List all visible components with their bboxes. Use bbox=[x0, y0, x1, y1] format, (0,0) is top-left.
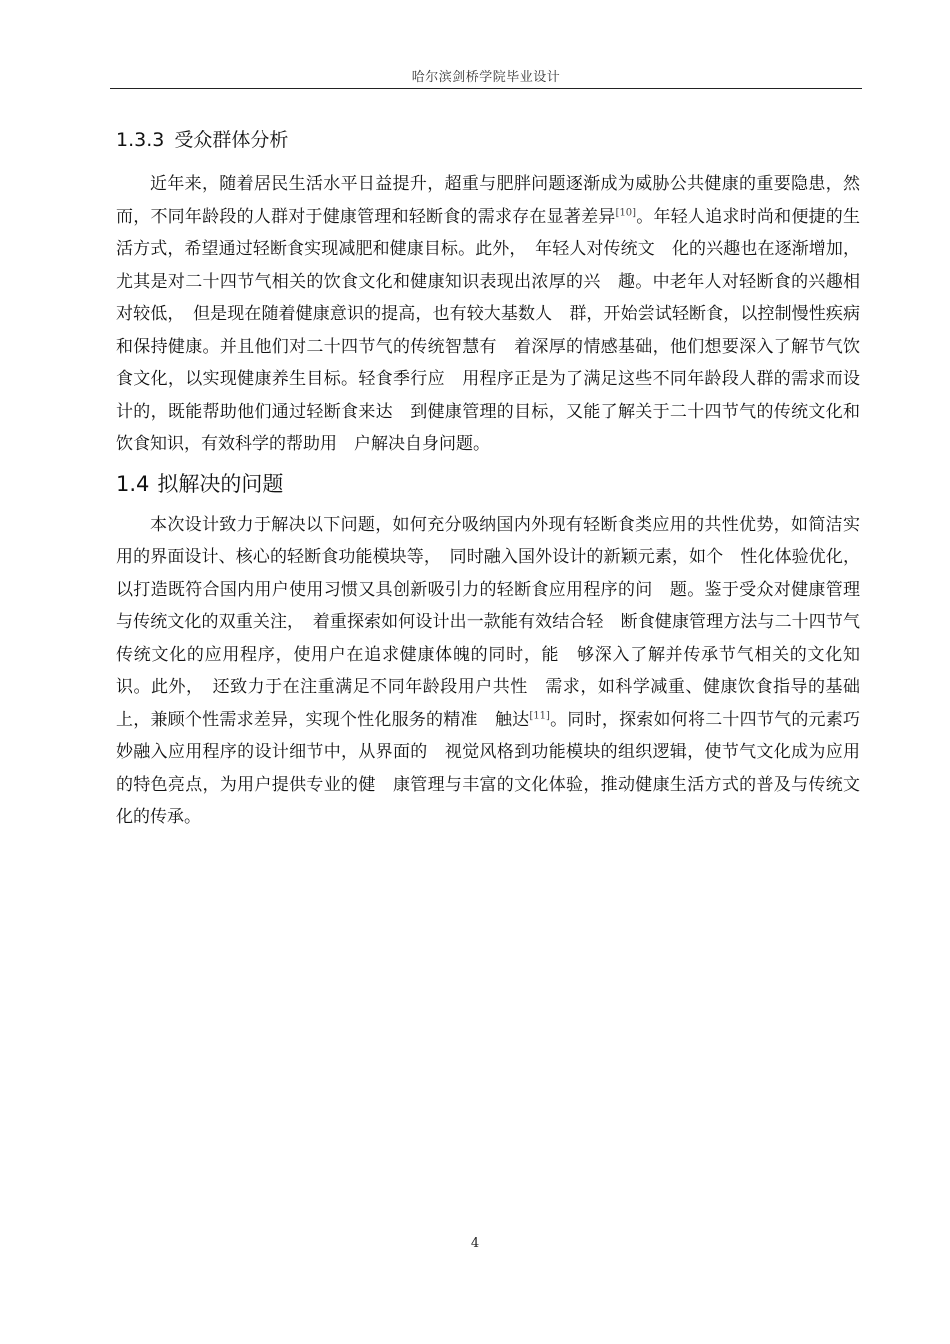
section-title: 受众群体分析 bbox=[174, 129, 289, 151]
paragraph-problems-to-solve bbox=[116, 509, 860, 834]
section-heading-1-4 bbox=[116, 467, 860, 501]
citation-marker: [11] bbox=[529, 709, 550, 721]
section-number: 1.3.3 bbox=[116, 129, 165, 151]
page-number: 4 bbox=[470, 1236, 480, 1251]
paragraph-text: 。年轻人追求时尚和便捷的生活方式，希望通过轻断食实现减肥和健康目标。此外， 年轻人对传统文 化的兴趣也在逐渐增加，尤其是对二十四节气相关的饮食文化和健康知识表现出浓厚的兴 趣。中老年人对轻断食的兴趣相对较低， 但是现在随着健康意识的提高，也有较大基数人 群，开始尝试轻断食，以控制慢性疾病和保持健康。并且他们对二十四节气的传统智慧有 着深厚的情感基础，他们想要深入了解节气饮食文化，以实现健康养生目标。轻食季行应 用程序正是为了满足这些不同年龄段人群的需求而设计的，既能帮助他们通过轻断食来达 到健康管理的目标，又能了解关于二十四节气的传统文化和饮食知识，有效科学的帮助用 户解决自身问题。 bbox=[116, 206, 861, 454]
section-heading-1-3-3 bbox=[116, 124, 860, 156]
paragraph-text: 本次设计致力于解决以下问题，如何充分吸纳国内外现有轻断食类应用的共性优势，如简洁实用的界面设计、核心的轻断食功能模块等， 同时融入国外设计的新颖元素，如个 性化体验优化，以打造既符合国内用户使用习惯又具创新吸引力的轻断食应用程序的问 题。鉴于受众对健康管理与传统文化的双重关注， 着重探索如何设计出一款能有效结合轻 断食健康管理方法与二十四节气传统文化的应用程序，使用户在追求健康体魄的同时，能 够深入了解并传承节气相关的文化知识。此外， 还致力于在注重满足不同年龄段用户共性 需求，如科学减重、健康饮食指导的基础上，兼顾个性需求差异，实现个性化服务的精准 触达 bbox=[116, 514, 860, 730]
section-number: 1.4 bbox=[116, 471, 150, 496]
paragraph-audience-analysis bbox=[116, 168, 860, 461]
paragraph-text: 。同时，探索如何将二十四节气的元素巧妙融入应用程序的设计细节中，从界面的 视觉风格到功能模块的组织逻辑，使节气文化成为应用的特色亮点，为用户提供专业的健 康管理与丰富的文化体验，推动健康生活方式的普及与传统文化的传承。 bbox=[116, 709, 861, 827]
section-title: 拟解决的问题 bbox=[157, 471, 284, 496]
citation-marker: [10] bbox=[615, 206, 637, 218]
running-header: 哈尔滨剑桥学院毕业设计 bbox=[411, 70, 561, 85]
paragraph-text: 近年来，随着居民生活水平日益提升，超重与肥胖问题逐渐成为威胁公共健康的重要隐患，然而，不同年龄段的人群对于健康管理和轻断食的需求存在显著差异 bbox=[116, 174, 860, 227]
page-content bbox=[116, 124, 860, 834]
header-divider bbox=[110, 88, 862, 89]
